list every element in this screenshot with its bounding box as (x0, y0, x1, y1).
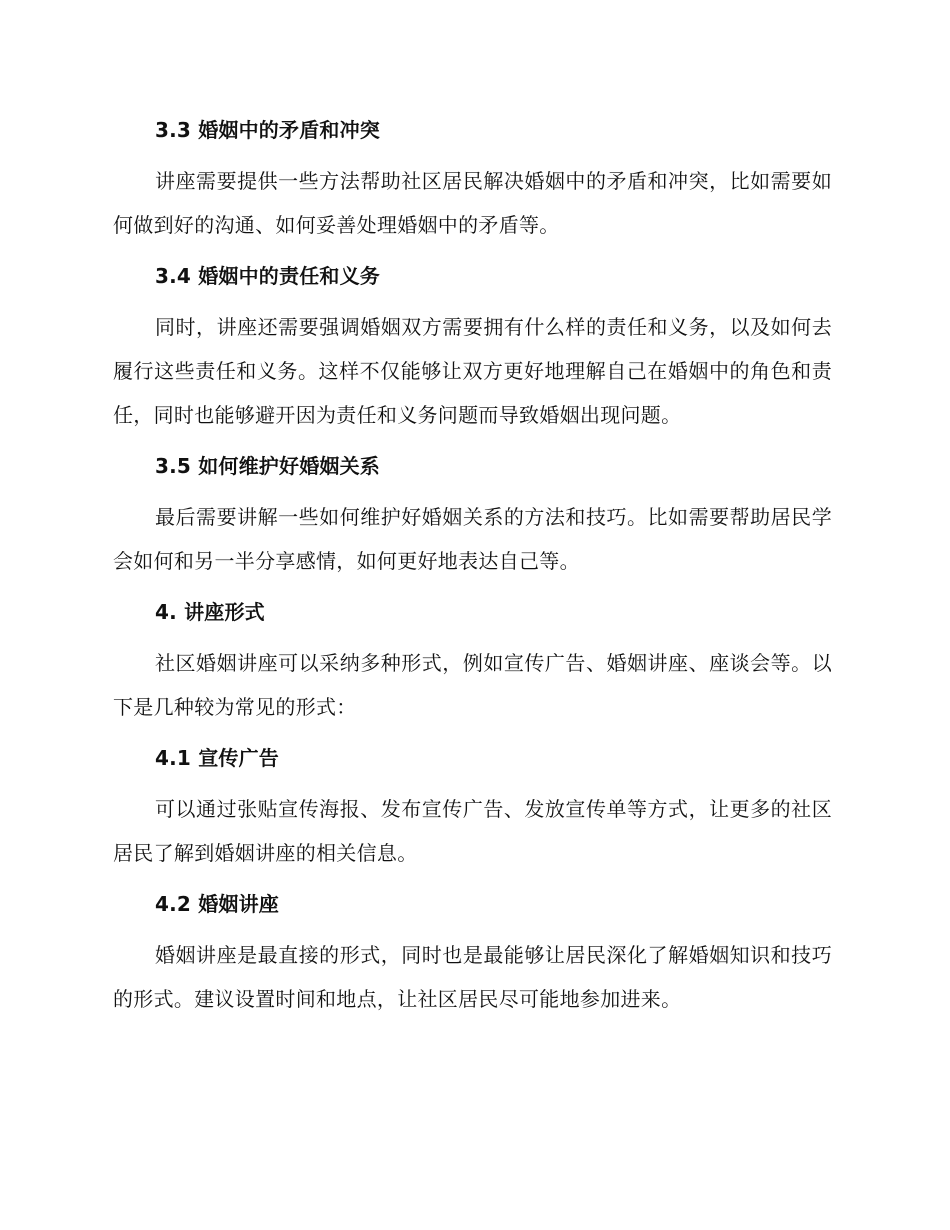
section-heading-4: 4. 讲座形式 (155, 600, 265, 624)
section-body-4-1: 可以通过张贴宣传海报、发布宣传广告、发放宣传单等方式，让更多的社区居民了解到婚姻讲座的相关信息。 (113, 797, 832, 865)
section-heading-4-2: 4.2 婚姻讲座 (155, 892, 279, 916)
section-body-3-4: 同时，讲座还需要强调婚姻双方需要拥有什么样的责任和义务，以及如何去履行这些责任和义务。这样不仅能够让双方更好地理解自己在婚姻中的角色和责任，同时也能够避开因为责任和义务问题而导致婚姻出现问题。 (113, 315, 832, 427)
section-heading-3-5: 3.5 如何维护好婚姻关系 (155, 454, 380, 478)
section-body-3-3: 讲座需要提供一些方法帮助社区居民解决婚姻中的矛盾和冲突，比如需要如何做到好的沟通、如何妥善处理婚姻中的矛盾等。 (113, 169, 832, 237)
section-body-3-5: 最后需要讲解一些如何维护好婚姻关系的方法和技巧。比如需要帮助居民学会如何和另一半分享感情，如何更好地表达自己等。 (113, 505, 832, 573)
section-heading-3-4: 3.4 婚姻中的责任和义务 (155, 264, 380, 288)
section-heading-4-1: 4.1 宣传广告 (155, 746, 279, 770)
section-heading-3-3: 3.3 婚姻中的矛盾和冲突 (155, 118, 380, 142)
section-body-4: 社区婚姻讲座可以采纳多种形式，例如宣传广告、婚姻讲座、座谈会等。以下是几种较为常见的形式： (113, 651, 832, 719)
section-body-4-2: 婚姻讲座是最直接的形式，同时也是最能够让居民深化了解婚姻知识和技巧的形式。建议设置时间和地点，让社区居民尽可能地参加进来。 (113, 943, 832, 1011)
